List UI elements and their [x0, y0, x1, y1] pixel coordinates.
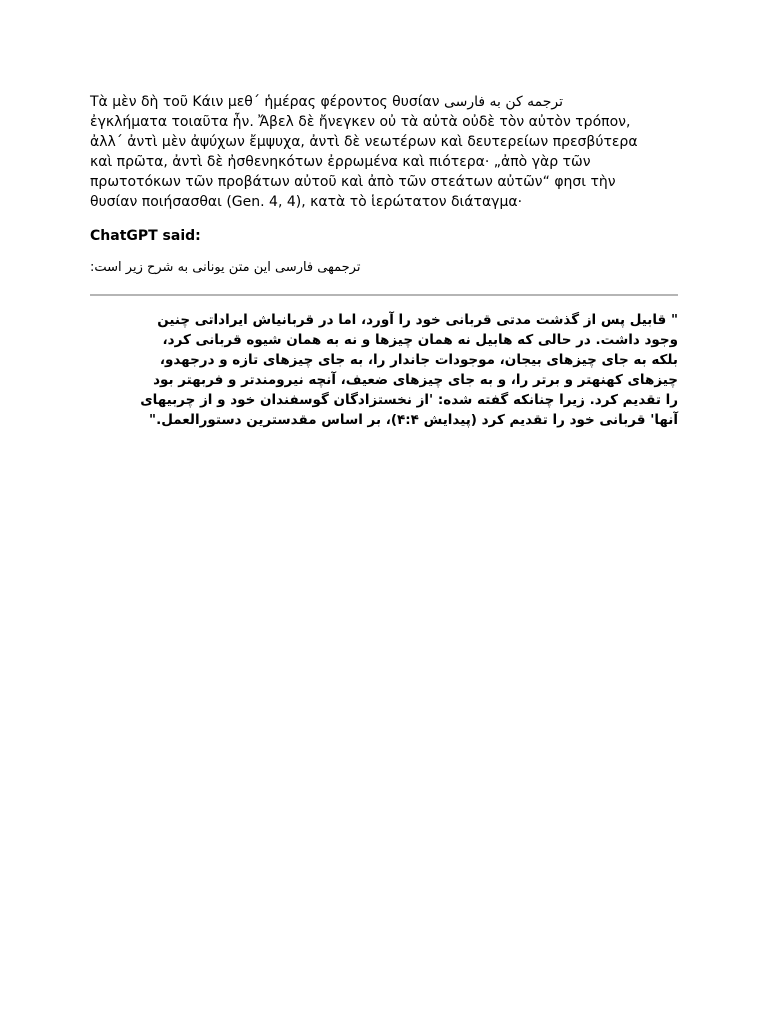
user-message: [90, 92, 678, 212]
speaker-label: ChatGPT said:: [90, 228, 201, 244]
user-message-line: ἐγκλήματα τοιαῦτα ἦν. Ἄβελ δὲ ἤνεγκεν οὐ τὰ αὐτὰ οὐδὲ τὸν αὐτὸν τρόπον,: [90, 114, 631, 130]
user-message-line: καὶ πρῶτα, ἀντὶ δὲ ἠσθενηκότων ἐρρωμένα καὶ πιότερα· „ἀπὸ γὰρ τῶν: [90, 154, 591, 170]
translation-line: آنها' قربانی خود را تقدیم کرد (پیدایش ۴:۴)، بر اساس مقدسترین دستورالعمل.": [149, 412, 678, 428]
translation-block: [90, 310, 678, 430]
conversation: [90, 92, 678, 430]
translation-line: چیزهای کهنهتر و برتر را، و به جای چیزهای ضعیف، آنچه نیرومندتر و فربهتر بود: [153, 372, 678, 388]
translation-line: را تقدیم کرد. زیرا چنانکه گفته شده: 'از نخستزادگان گوسفندان خود و از چربیهای: [140, 392, 678, 408]
translation-line: " قابیل پس از گذشت مدتی قربانی خود را آورد، اما در قربانیاش ایراداتی چنین: [157, 312, 678, 328]
assistant-intro-row: [90, 246, 678, 278]
translation-line: وجود داشت. در حالی که هابیل نه همان چیزها و نه به همان شیوه قربانی کرد،: [162, 332, 678, 348]
assistant-intro: ترجمهی فارسی این متن یونانی به شرح زیر است:: [90, 260, 361, 275]
divider: [90, 294, 678, 296]
user-message-line: πρωτοτόκων τῶν προβάτων αὐτοῦ καὶ ἀπὸ τῶν στεάτων αὐτῶν“ φησι τὴν: [90, 174, 616, 190]
user-message-line: θυσίαν ποιήσασθαι (Gen. 4, 4), κατὰ τὸ ἱερώτατον διάταγμα·: [90, 194, 523, 210]
user-message-line: ترجمه کن به فارسی Τὰ μὲν δὴ τοῦ Κάιν μεθ΄ ἡμέρας φέροντος θυσίαν: [90, 94, 564, 110]
user-message-line: ἀλλ΄ ἀντὶ μὲν ἀψύχων ἔμψυχα, ἀντὶ δὲ νεωτέρων καὶ δευτερείων πρεσβύτερα: [90, 134, 638, 150]
translation-line: بلکه به جای چیزهای بیجان، موجودات جاندار را، به جای چیزهای تازه و درجهدو،: [159, 352, 678, 368]
